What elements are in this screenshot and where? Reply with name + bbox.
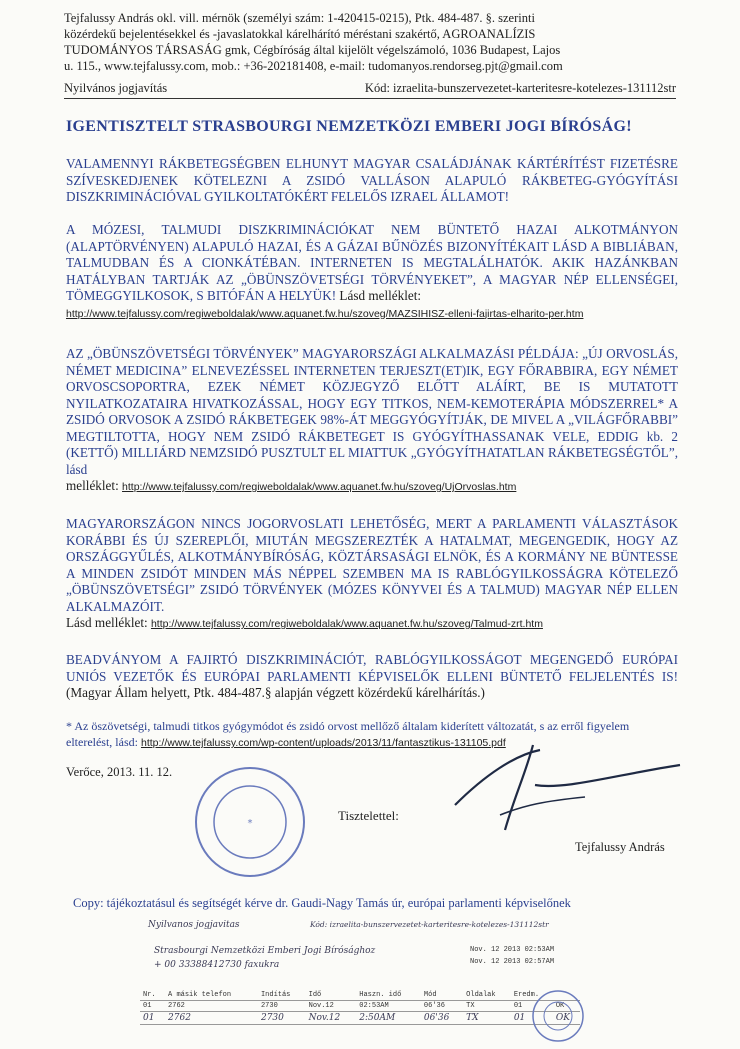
paragraph-4-text: MAGYARORSZÁGON NINCS JOGORVOSLATI LEHETŐSÉG, MERT A PARLAMENTI VÁLASZTÁSOK KORÁBBI ÉS ÚJ SZEREPLŐI, MIUTÁN MEGSZEREZTÉK A HATALMAT, MEGENGEDIK, HOGY AZ ORSZÁGGYŰLÉS, ALKOTMÁNYBÍRÓSÁG, KÖZTÁRSASÁGI ELNÖK, ÉS A KORMÁNY NE BÜNTESSE A MINDEN ZSIDÓT MINDEN MÁS NÉPPEL SZEMBEN MA IS RABLÓGYILKOSSÁGRA KÖTELEZŐ „ÖBÜNSZÖVETSÉGI” ZSIDÓ TÖRVÉNYEK (MÓZES KÖNYVEI ÉS A TALMUD) MAGYAR NÉP ELLEN ALKALMAZÓIT.: [66, 516, 678, 614]
link-uj-orvoslas[interactable]: http://www.tejfalussy.com/regiweboldalak/www.aquanet.fw.hu/szoveg/UjOrvoslas.htm: [122, 481, 517, 493]
fax-header-cell: Haszn. idő: [356, 990, 421, 1001]
paragraph-2-tail: Lásd melléklet:: [339, 288, 422, 303]
fax-cell: 01: [511, 1012, 553, 1025]
paragraph-3-text: AZ „ÖBÜNSZÖVETSÉGI TÖRVÉNYEK” MAGYARORSZÁGI ALKALMAZÁSI PÉLDÁJA: „ÚJ ORVOSLÁS, NÉMET MEDICINA” ELNEVEZÉSSEL INTERNETEN TERJESZT(ET)IK, EGY FŐRABBIRA, EGY NÉMET ORVOSCSOPORTRA, EZEK NÉMET KÖZJEGYZŐ ELŐTT ALÁÍRT, BE IS MUTATOTT NYILATKOZATAIRA HIVATKOZÁSSAL, HOGY EGY TITKOS, NEM-KEMOTERÁPIA MÓDSZERREL* A ZSIDÓ ORVOSOK A ZSIDÓ RÁKBETEGEK 98%-ÁT MEGGYÓGYÍTJÁK, DE MIVEL A „VILÁGFŐRABBI” MEGTILTOTTA, HOGY NEM ZSIDÓ RÁKBETEGET IS GYÓGYÍTHASSANAK VELE, EDDIG kb. 2 (KETTŐ) MILLIÁRD NEMZSIDÓ PUSZTULT EL MIATTUK „GYÓGYÍTHATATLAN RÁKBETEGSÉGTŐL”, lásd: [66, 346, 678, 477]
fax-handwritten-recipient: Strasbourgi Nemzetközi Emberi Jogi Bírósághoz: [154, 946, 376, 956]
paragraph-2: [66, 222, 678, 322]
paragraph-3: [66, 346, 678, 496]
fax-cell: 01: [511, 1001, 553, 1012]
fax-cell: Nov.12: [306, 1001, 357, 1012]
greeting: Tisztelettel:: [338, 808, 399, 823]
fax-cell: 2762: [165, 1001, 258, 1012]
fax-cell: TX: [463, 1001, 511, 1012]
fax-cell: 01: [140, 1001, 165, 1012]
fax-handwritten-label: Nyilvanos jogjavitas: [148, 920, 240, 930]
company-stamp-icon: [190, 762, 310, 882]
letterhead: [64, 10, 676, 96]
date-place: Verőce, 2013. 11. 12.: [66, 765, 173, 779]
paragraph-4-tail: Lásd melléklet:: [66, 615, 148, 630]
letterhead-line-1: Tejfalussy András okl. vill. mérnök (személyi szám: 1-420415-0215), Ptk. 484-487. §. szerinti: [64, 11, 535, 25]
signature-icon: [445, 735, 695, 835]
svg-text:*: *: [247, 818, 253, 829]
fax-header-cell: Nr.: [140, 990, 165, 1001]
fax-cell: TX: [463, 1012, 511, 1025]
fax-cell: 02:53AM: [356, 1001, 421, 1012]
link-talmud[interactable]: http://www.tejfalussy.com/regiweboldalak/www.aquanet.fw.hu/szoveg/Talmud-zrt.htm: [150, 618, 543, 630]
fax-cell: Nov.12: [306, 1012, 357, 1025]
paragraph-5-text: BEADVÁNYOM A FAJIRTÓ DISZKRIMINÁCIÓT, RABLÓGYILKOSSÁGOT MEGENGEDŐ EURÓPAI UNIÓS VEZETŐK ÉS EURÓPAI PARLAMENTI KÉPVISELŐK ELLENI BÜNTETŐ FELJELENTÉS IS!: [66, 652, 678, 684]
fax-table-header: [140, 990, 580, 1001]
fax-cell: OK: [553, 1001, 580, 1012]
fax-transmission-table: [140, 990, 580, 1025]
paragraph-3-tail: melléklet:: [66, 478, 119, 493]
fax-cell: 2:50AM: [356, 1012, 421, 1025]
page-title: IGENTISZTELT STRASBOURGI NEMZETKÖZI EMBERI JOGI BÍRÓSÁG!: [66, 118, 632, 135]
fax-cell: 2730: [258, 1012, 306, 1025]
signatory-name: Tejfalussy András: [575, 840, 665, 854]
fax-stamp-icon: [528, 988, 588, 1044]
fax-time-end: Nov. 12 2013 02:57AM: [470, 958, 555, 966]
letterhead-line-3: TUDOMÁNYOS TÁRSASÁG gmk, Cégbíróság által kijelölt végelszámoló, 1036 Budapest, Lajos: [64, 43, 561, 57]
fax-report: [140, 918, 580, 1046]
copy-recipient: Copy: tájékoztatásul és segítségét kérve dr. Gaudi-Nagy Tamás úr, európai parlamenti képviselőnek: [73, 896, 571, 910]
footnote-text: * Az öszövetségi, talmudi titkos gyógymódot és zsidó orvost mellőző általam kiderített változatát, s az erről figyelem elterelést, lásd:: [66, 719, 630, 749]
fax-time-start: Nov. 12 2013 02:53AM: [470, 946, 555, 954]
link-fantasztikus[interactable]: http://www.tejfalussy.com/wp-content/uploads/2013/11/fantasztikus-131105.pdf: [140, 737, 506, 749]
fax-handwritten-number: + 00 33388412730 faxukra: [154, 960, 280, 970]
fax-header-cell: A másik telefon: [165, 990, 258, 1001]
public-correction-label: Nyilvános jogjavítás: [64, 81, 168, 95]
document-code: Kód: izraelita-bunszervezetet-karteritesre-kotelezes-131112str: [364, 81, 676, 95]
paragraph-1: VALAMENNYI RÁKBETEGSÉGBEN ELHUNYT MAGYAR CSALÁDJÁNAK KÁRTÉRÍTÉST FIZETÉSRE SZÍVESKEDJENEK KÖTELEZNI A ZSIDÓ VALLÁSON ALAPULÓ RÁKBETEG-GYÓGYÍTÁSI DISZKRIMINÁCIÓVAL GYILKOLTATÓKÉRT FELELŐS IZRAEL ÁLLAMOT!: [66, 156, 678, 204]
paragraph-2-text: A MÓZESI, TALMUDI DISZKRIMINÁCIÓKAT NEM BÜNTETŐ HAZAI ALKOTMÁNYON (ALAPTÖRVÉNYEN) ALAPULÓ HAZAI, ÉS A GÁZAI BŰNÖZÉS BIZONYÍTÉKAIT LÁSD A BIBLIÁBAN, TALMUDBAN ÉS A CIONKÁTÉBAN. INTERNETEN IS MEGTALÁLHATÓK. AKIK HAZÁNKBAN HATÁLYBAN TARTJÁK AZ „ÖBÜNSZÖVETSÉGI TÖRVÉNYEKET”, A MAGYAR NÉP ELLENSÉGEI, TÖMEGGYILKOSOK, S BITÓFÁN A HELYÜK!: [66, 222, 678, 303]
fax-cell: 06'36: [421, 1012, 463, 1025]
fax-header-cell: Idő: [306, 990, 357, 1001]
link-mazsihisz[interactable]: http://www.tejfalussy.com/regiweboldalak/www.aquanet.fw.hu/szoveg/MAZSIHISZ-elleni-fajirtas-elharito-per.htm: [66, 307, 584, 320]
letterhead-line-2: közérdekű bejelentésekkel és -javaslatokkal kárelhárító méréstani szakértő, AGROANALÍZIS: [64, 27, 536, 41]
paragraph-5-tail: (Magyar Állam helyett, Ptk. 484-487.§ alapján végzett közérdekű kárelhárítás.): [66, 685, 485, 700]
paragraph-4: [66, 516, 678, 633]
fax-header-cell: Mód: [421, 990, 463, 1001]
fax-cell: 2730: [258, 1001, 306, 1012]
fax-cell: 06'36: [421, 1001, 463, 1012]
paragraph-5: [66, 652, 678, 702]
table-row: [140, 1012, 580, 1025]
fax-cell: 2762: [165, 1012, 258, 1025]
fax-header-cell: Indítás: [258, 990, 306, 1001]
table-row: [140, 1001, 580, 1012]
fax-handwritten-code: Kód: izraelita-bunszervezetet-karteritesre-kotelezes-131112str: [310, 920, 549, 929]
fax-header-cell: Eredm.: [511, 990, 553, 1001]
header-divider: [64, 98, 676, 99]
fax-cell: OK: [553, 1012, 580, 1025]
fax-header-cell: Oldalak: [463, 990, 511, 1001]
fax-cell: 01: [140, 1012, 165, 1025]
letterhead-line-4: u. 115., www.tejfalussy.com, mob.: +36-202181408, e-mail: tudomanyos.rendorseg.pjt@gmail.com: [64, 59, 563, 73]
